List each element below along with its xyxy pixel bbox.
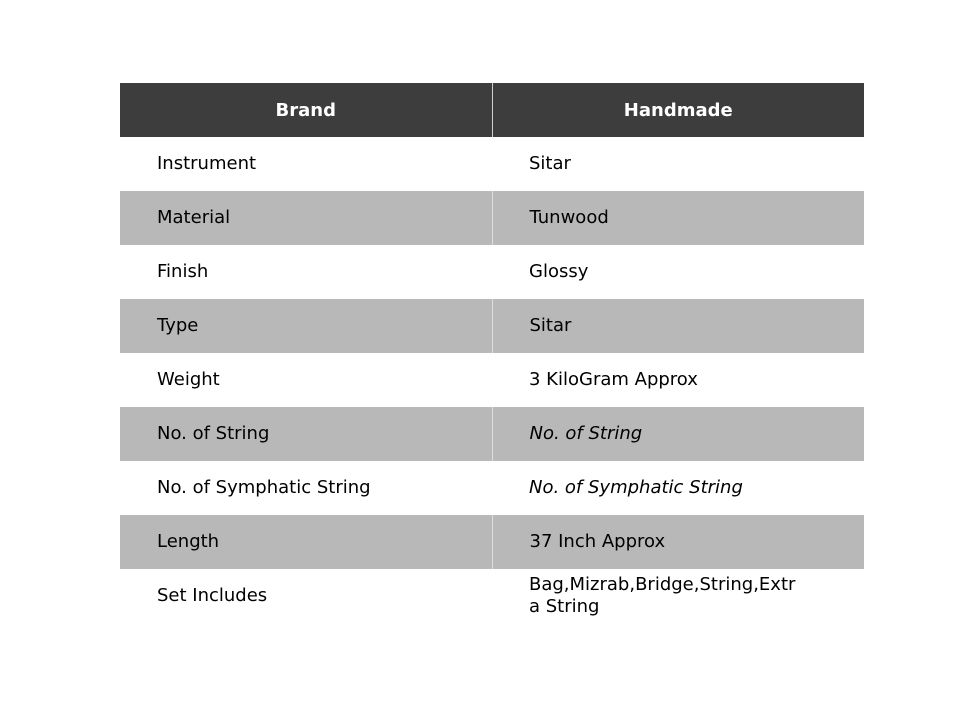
row-value: Sitar	[492, 299, 864, 353]
row-label: Type	[120, 299, 492, 353]
table-row	[120, 407, 864, 461]
table-row	[120, 245, 864, 299]
table-row	[120, 299, 864, 353]
table-row	[120, 137, 864, 191]
row-label: No. of String	[120, 407, 492, 461]
row-value: Glossy	[529, 261, 589, 282]
row-value: 3 KiloGram Approx	[529, 369, 698, 390]
row-label: No. of Symphatic String	[157, 477, 371, 498]
header-brand: Brand	[120, 83, 492, 137]
row-value: No. of Symphatic String	[529, 477, 743, 498]
row-value: Tunwood	[492, 191, 864, 245]
table-row	[120, 191, 864, 245]
table-row	[120, 353, 864, 407]
row-value: Bag,Mizrab,Bridge,String,Extra String	[529, 574, 796, 617]
spec-table-container	[120, 83, 864, 623]
row-label: Weight	[157, 369, 220, 390]
row-label: Set Includes	[157, 585, 268, 606]
row-label: Material	[120, 191, 492, 245]
table-header-row	[120, 83, 864, 137]
row-value: No. of String	[492, 407, 864, 461]
product-spec-table	[120, 83, 864, 623]
table-row	[120, 515, 864, 569]
row-value: Sitar	[529, 153, 571, 174]
header-handmade: Handmade	[492, 83, 864, 137]
row-label: Length	[120, 515, 492, 569]
table-row	[120, 569, 864, 623]
row-label: Finish	[157, 261, 209, 282]
row-label: Instrument	[157, 153, 257, 174]
row-value: 37 Inch Approx	[492, 515, 864, 569]
table-row	[120, 461, 864, 515]
